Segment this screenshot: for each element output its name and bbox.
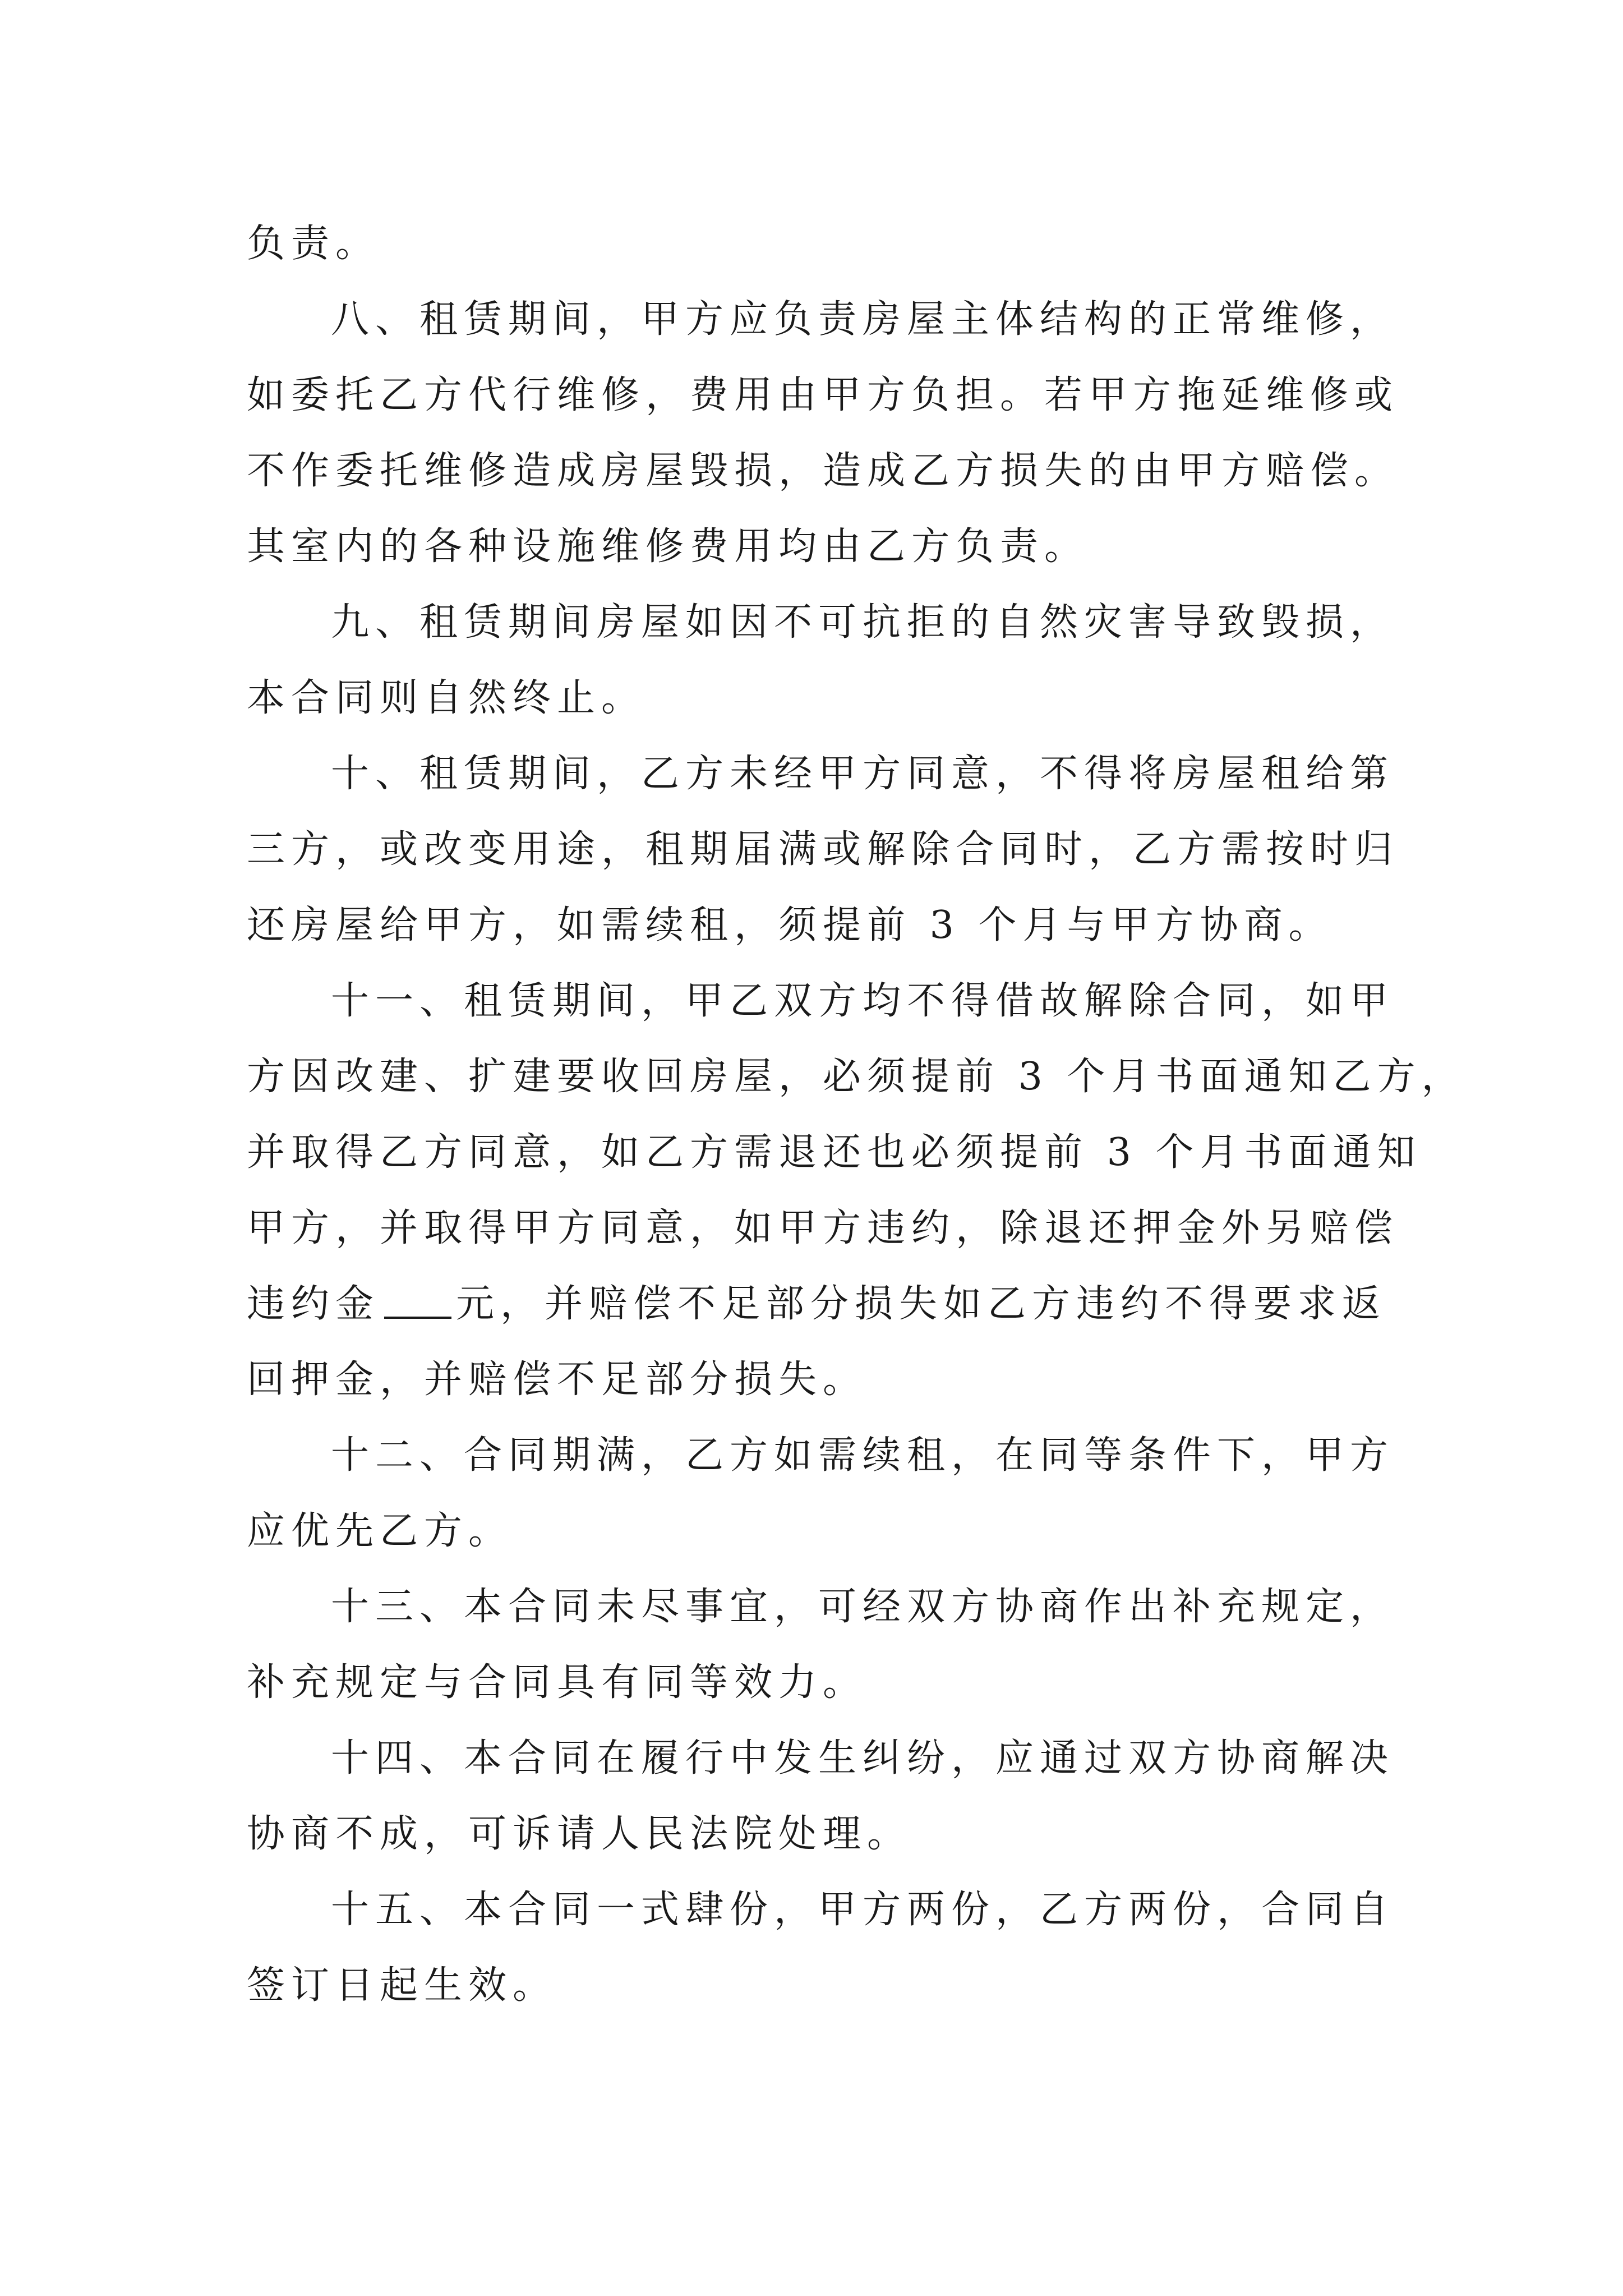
text-line: 方因改建、扩建要收回房屋，必须提前 3 个月书面通知乙方， bbox=[247, 1055, 1466, 1099]
text-line: 不作委托维修造成房屋毁损，造成乙方损失的由甲方赔偿。 bbox=[247, 449, 1399, 493]
text-line: 其室内的各种设施维修费用均由乙方负责。 bbox=[247, 524, 1089, 569]
text-line: 还房屋给甲方，如需续租，须提前 3 个月与甲方协商。 bbox=[247, 903, 1333, 947]
text-line: 签订日起生效。 bbox=[247, 1963, 557, 2008]
text-line: 回押金，并赔偿不足部分损失。 bbox=[247, 1358, 868, 1402]
text-line: 甲方，并取得甲方同意，如甲方违约，除退还押金外另赔偿 bbox=[247, 1206, 1399, 1250]
clause-12-line: 十二、合同期满，乙方如需续租，在同等条件下，甲方 bbox=[331, 1433, 1395, 1478]
text-segment: 元，并赔偿不足部分损失如乙方违约不得要求返 bbox=[456, 1282, 1387, 1326]
text-line: 补充规定与合同具有同等效力。 bbox=[247, 1660, 868, 1705]
text-line: 应优先乙方。 bbox=[247, 1509, 513, 1553]
clause-11-line: 十一、租赁期间，甲乙双方均不得借故解除合同，如甲 bbox=[331, 979, 1395, 1023]
text-line: 本合同则自然终止。 bbox=[247, 676, 646, 720]
text-line: 三方，或改变用途，租期届满或解除合同时，乙方需按时归 bbox=[247, 827, 1399, 872]
text-line: 负责。 bbox=[247, 222, 380, 266]
text-line-with-blank bbox=[247, 1279, 1386, 1329]
clause-9-line: 九、租赁期间房屋如因不可抗拒的自然灾害导致毁损， bbox=[331, 600, 1395, 645]
clause-10-line: 十、租赁期间，乙方未经甲方同意，不得将房屋租给第 bbox=[331, 752, 1395, 796]
clause-14-line: 十四、本合同在履行中发生纠纷，应通过双方协商解决 bbox=[331, 1736, 1395, 1780]
clause-15-line: 十五、本合同一式肆份，甲方两份，乙方两份，合同自 bbox=[331, 1888, 1395, 1932]
text-segment: 违约金 bbox=[247, 1282, 380, 1326]
fill-in-blank bbox=[384, 1314, 451, 1319]
text-line: 并取得乙方同意，如乙方需退还也必须提前 3 个月书面通知 bbox=[247, 1130, 1422, 1175]
clause-8-line: 八、租赁期间，甲方应负责房屋主体结构的正常维修， bbox=[331, 297, 1395, 342]
clause-13-line: 十三、本合同未尽事宜，可经双方协商作出补充规定， bbox=[331, 1585, 1395, 1629]
text-line: 如委托乙方代行维修，费用由甲方负担。若甲方拖延维修或 bbox=[247, 373, 1399, 417]
text-line: 协商不成，可诉请人民法院处理。 bbox=[247, 1812, 912, 1856]
